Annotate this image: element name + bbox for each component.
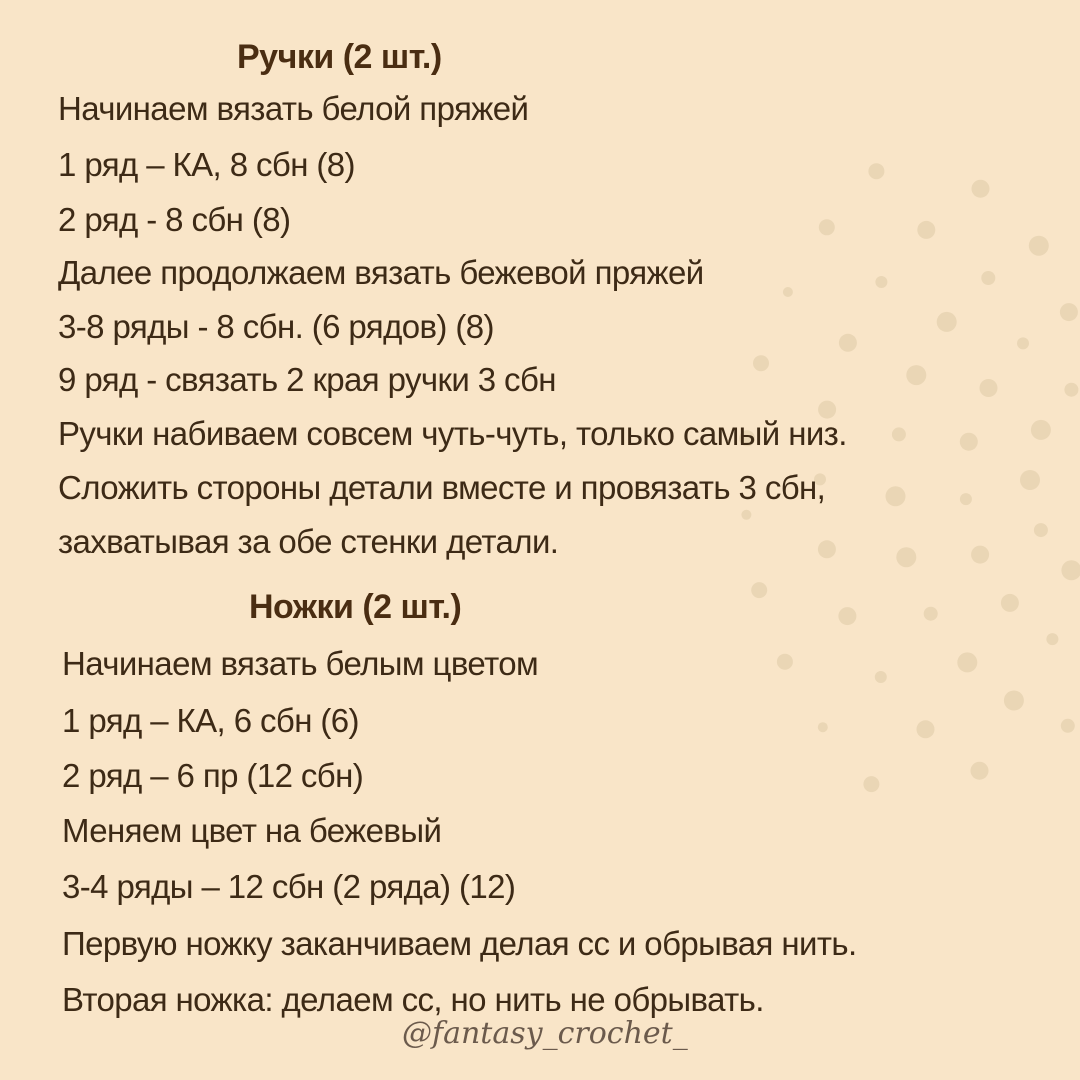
legs-heading: Ножки (2 шт.) — [249, 588, 462, 626]
decorative-dot — [753, 355, 769, 371]
legs-line-4: Меняем цвет на бежевый — [62, 812, 442, 849]
decorative-dot — [1020, 470, 1040, 490]
handles-line-3: 2 ряд - 8 сбн (8) — [58, 201, 291, 238]
decorative-dot — [875, 671, 887, 683]
decorative-dot — [838, 607, 856, 625]
handles-line-6: 9 ряд - связать 2 края ручки 3 сбн — [58, 361, 556, 398]
watermark-handle: @fantasy_crochet_ — [402, 1016, 688, 1051]
decorative-dot — [957, 652, 977, 672]
legs-line-6: Первую ножку заканчиваем делая сс и обрывая нить. — [62, 925, 857, 962]
handles-heading: Ручки (2 шт.) — [237, 38, 442, 76]
decorative-dot — [1004, 691, 1024, 711]
decorative-dot — [875, 276, 887, 288]
handles-line-7: Ручки набиваем совсем чуть-чуть, только самый низ. — [58, 415, 847, 452]
legs-line-2: 1 ряд – КА, 6 сбн (6) — [62, 702, 359, 739]
decorative-dot — [906, 365, 926, 385]
legs-line-3: 2 ряд – 6 пр (12 сбн) — [62, 757, 364, 794]
decorative-dot — [971, 762, 989, 780]
decorative-dot — [917, 221, 935, 239]
decorative-dot — [980, 379, 998, 397]
decorative-dot — [1029, 236, 1049, 256]
decorative-dot — [818, 540, 836, 558]
decorative-dot — [886, 486, 906, 506]
handles-line-4: Далее продолжаем вязать бежевой пряжей — [58, 254, 704, 291]
decorative-dot — [818, 722, 828, 732]
decorative-dot — [971, 546, 989, 564]
legs-line-1: Начинаем вязать белым цветом — [62, 645, 539, 682]
decorative-dot — [1064, 383, 1078, 397]
handles-line-9: захватывая за обе стенки детали. — [58, 523, 559, 560]
decorative-dot — [1031, 420, 1051, 440]
decorative-dot — [1001, 594, 1019, 612]
decorative-dot — [896, 547, 916, 567]
decorative-dot — [1017, 337, 1029, 349]
decorative-dot — [1061, 719, 1075, 733]
decorative-dot — [917, 720, 935, 738]
decorative-dot — [924, 607, 938, 621]
handles-line-2: 1 ряд – КА, 8 сбн (8) — [58, 146, 355, 183]
decorative-dot — [1046, 633, 1058, 645]
handles-line-1: Начинаем вязать белой пряжей — [58, 90, 529, 127]
decorative-dot — [892, 427, 906, 441]
decorative-dot — [751, 582, 767, 598]
decorative-dot — [868, 163, 884, 179]
decorative-dot — [777, 654, 793, 670]
decorative-dot — [783, 287, 793, 297]
decorative-dot — [741, 510, 751, 520]
decorative-dot — [1034, 523, 1048, 537]
decorative-dot — [863, 776, 879, 792]
decorative-dot — [960, 493, 972, 505]
decorative-dot — [937, 312, 957, 332]
decorative-dot — [981, 271, 995, 285]
decorative-dot — [1061, 560, 1080, 580]
legs-line-7: Вторая ножка: делаем сс, но нить не обрывать. — [62, 981, 764, 1018]
decorative-dot — [960, 433, 978, 451]
decorative-dot — [972, 180, 990, 198]
handles-line-5: 3-8 ряды - 8 сбн. (6 рядов) (8) — [58, 308, 494, 345]
decorative-dot — [839, 334, 857, 352]
decorative-dot — [1060, 303, 1078, 321]
handles-line-8: Сложить стороны детали вместе и провязать 3 сбн, — [58, 469, 826, 506]
legs-line-5: 3-4 ряды – 12 сбн (2 ряда) (12) — [62, 868, 516, 905]
decorative-dot — [819, 219, 835, 235]
